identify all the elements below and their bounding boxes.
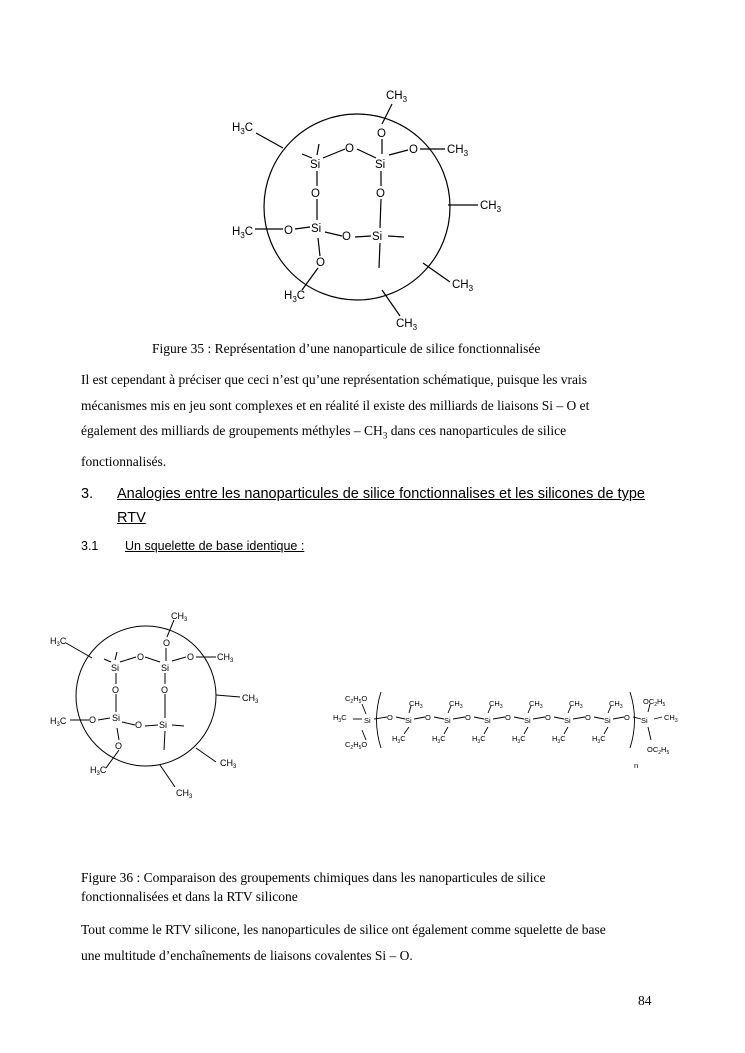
figure-35-caption: Figure 35 : Représentation d’une nanoparticule de silice fonctionnalisée [152,341,541,356]
svg-text:O: O [545,713,551,722]
figure-36-diagram [0,600,745,810]
svg-text:CH3: $CH_3$ [609,699,623,710]
svg-text:Si: Si [484,716,491,725]
svg-text:CH3: $CH_3$ [569,699,583,710]
svg-text:H3C: $H_3C$ [552,734,566,745]
svg-text:O: O [376,188,385,200]
svg-text:H3C: $H_3C$ [284,290,306,304]
svg-text:Si: Si [405,716,412,725]
svg-text:Si: Si [604,716,611,725]
svg-text:O: O [112,685,120,695]
svg-text:H3C: $H_3C$ [90,765,107,777]
svg-text:Si: Si [311,223,322,235]
figure-35-diagram [0,0,745,340]
svg-text:Si: Si [112,713,121,723]
svg-text:O: O [161,685,169,695]
svg-text:H3C: $H_3C$ [472,734,486,745]
svg-text:CH3: $CH_3$ [480,200,502,214]
figure-36-caption: Figure 36 : Comparaison des groupements chimiques dans les nanoparticules de silice fonctionnalisées et dans la RTV silicone [81,870,546,904]
body-paragraph-2 [81,917,661,968]
svg-text:Si: Si [111,663,120,673]
svg-text:H3C: $H_3C$ [232,122,254,136]
svg-text:H3C: $H_3C$ [50,716,67,728]
svg-text:O: O [316,257,325,269]
svg-text:CH3: $CH_3$ [171,611,188,623]
svg-text:O: O [311,188,320,200]
svg-text:H3C: $H_3C$ [432,734,446,745]
svg-text:O: O [624,713,630,722]
svg-text:Si: Si [564,716,571,725]
svg-text:CH3: $CH_3$ [242,693,259,705]
svg-text:H3C: $H_3C$ [592,734,606,745]
paragraph-line: Tout comme le RTV silicone, les nanoparticules de silice ont également comme squelette de base [81,922,606,937]
nanoparticle-small-labels [50,611,259,800]
svg-text:Si: Si [159,720,168,730]
svg-text:H3C: $H_3C$ [232,226,254,240]
svg-text:H3C: $H_3C$ [512,734,526,745]
page-number: 84 [638,993,652,1008]
svg-text:CH3: $CH_3$ [217,652,234,664]
svg-text:CH3: $CH_3$ [386,90,408,104]
paragraph-line: une multitude d’enchaînements de liaisons covalentes Si – O. [81,947,413,963]
svg-text:O: O [409,144,418,156]
svg-text:O: O [387,713,393,722]
section-3-title: Analogies entre les nanoparticules de silice fonctionnalises et les silicones de type RTV [117,486,645,526]
paragraph-line: également des milliards de groupements méthyles – $CH_3$ dans ces nanoparticules de silice [81,423,567,441]
svg-text:Si: Si [524,716,531,725]
svg-text:O: O [342,231,351,243]
svg-text:H3C: $H_3C$ [392,734,406,745]
svg-text:CH3: $CH_3$ [489,699,503,710]
svg-text:O: O [585,713,591,722]
svg-text:O: O [135,720,143,730]
paragraph-line: fonctionnalisés. [81,454,167,470]
svg-text:Si: Si [310,159,321,171]
svg-text:Si: Si [375,159,386,171]
svg-text:CH3: $CH_3$ [409,699,423,710]
svg-text:O: O [137,652,145,662]
svg-text:H3C: $H_3C$ [333,713,347,724]
svg-text:O: O [89,715,97,725]
svg-text:C2H5O: $C_2H_5O$ [345,740,368,751]
svg-text:O: O [345,143,354,155]
svg-text:CH3: $CH_3$ [220,758,237,770]
section-3-1-number: 3.1 [81,539,99,553]
svg-text:O: O [115,741,123,751]
svg-text:O: O [505,713,511,722]
paragraph-line: Il est cependant à préciser que ceci n’est qu’une représentation schématique, puisque les vrais [81,372,588,387]
svg-text:CH3: $CH_3$ [664,713,678,724]
svg-text:CH3: $CH_3$ [452,279,474,293]
svg-text:O: O [465,713,471,722]
nanoparticle-small [66,620,240,787]
rtv-silicone-labels [333,694,678,770]
svg-text:CH3: $CH_3$ [176,788,193,800]
svg-text:O: O [425,713,431,722]
svg-text:C2H5O: $C_2H_5O$ [345,694,368,705]
svg-text:O: O [187,652,195,662]
svg-text:n: n [634,761,639,770]
svg-text:Si: Si [161,663,170,673]
svg-text:OC2H5: $OC_2H_5$ [643,697,666,708]
svg-text:Si: Si [641,716,648,725]
svg-text:Si: Si [444,716,451,725]
svg-text:CH3: $CH_3$ [529,699,543,710]
svg-text:H3C: $H_3C$ [50,636,67,648]
nanoparticle-circle [264,114,450,300]
paragraph-line: mécanismes mis en jeu sont complexes et en réalité il existe des milliards de liaisons Si – O et [81,397,590,413]
svg-text:CH3: $CH_3$ [447,144,469,158]
section-3-number: 3. [81,486,94,502]
svg-text:O: O [377,128,386,140]
svg-text:CH3: $CH_3$ [449,699,463,710]
section-3-1-title: Un squelette de base identique : [125,539,305,553]
svg-text:O: O [163,638,171,648]
svg-text:CH3: $CH_3$ [396,318,418,332]
svg-text:Si: Si [372,231,383,243]
body-paragraph-1 [81,367,661,475]
svg-text:O: O [284,225,293,237]
svg-text:OC2H5: $OC_2H_5$ [647,745,670,756]
svg-text:Si: Si [364,716,371,725]
